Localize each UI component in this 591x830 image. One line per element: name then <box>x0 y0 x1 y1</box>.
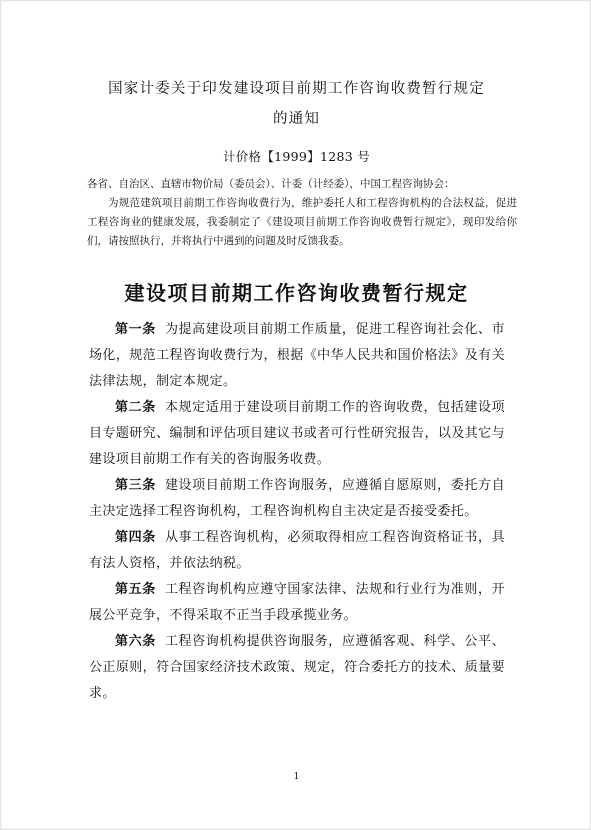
article-5-label: 第五条 <box>115 582 156 597</box>
regulation-title: 建设项目前期工作咨询收费暂行规定 <box>124 281 469 305</box>
article-2 <box>89 395 505 473</box>
article-6-label: 第六条 <box>115 634 156 649</box>
article-4-text: 从事工程咨询机构，必须取得相应工程咨询资格证书，具有法人资格，并依法纳税。 <box>89 530 505 571</box>
page-number: 1 <box>293 772 300 782</box>
article-5-text: 工程咨询机构应遵守国家法律、法规和行业行为准则，开展公平竞争，不得采取不正当手段承揽业务。 <box>89 582 505 623</box>
notice-intro-paragraph: 为规范建筑项目前期工作咨询收费行为，维护委托人和工程咨询机构的合法权益，促进工程咨询业的健康发展，我委制定了《建设项目前期工作咨询收费暂行规定》，现印发给你们，请按照执行，并将执行中遇到的问题及时反馈我委。 <box>87 197 517 247</box>
article-6 <box>89 629 505 707</box>
document-number: 计价格【1999】1283 号 <box>222 149 371 164</box>
article-4 <box>89 525 505 577</box>
article-3 <box>89 473 505 525</box>
article-1 <box>89 317 505 395</box>
article-5 <box>89 577 505 629</box>
article-4-label: 第四条 <box>115 530 156 545</box>
notice-title-line-1: 国家计委关于印发建设项目前期工作咨询收费暂行规定 <box>108 81 485 97</box>
article-6-text: 工程咨询机构提供咨询服务，应遵循客观、科学、公平、公正原则，符合国家经济技术政策、规定，符合委托方的技术、质量要求。 <box>89 634 505 701</box>
article-3-label: 第三条 <box>115 478 156 493</box>
article-1-text: 为提高建设项目前期工作质量，促进工程咨询社会化、市场化，规范工程咨询收费行为，根据《中华人民共和国价格法》及有关法律法规，制定本规定。 <box>89 322 505 389</box>
recipients-line: 各省、自治区、直辖市物价局（委员会）、计委（计经委），中国工程咨询协会： <box>87 178 455 190</box>
article-2-text: 本规定适用于建设项目前期工作的咨询收费，包括建设项目专题研究、编制和评估项目建议书或者可行性研究报告，以及其它与建设项目前期工作有关的咨询服务收费。 <box>89 400 505 467</box>
notice-title-line-2: 的通知 <box>272 111 321 127</box>
article-2-label: 第二条 <box>115 400 156 415</box>
article-1-label: 第一条 <box>115 322 156 337</box>
article-3-text: 建设项目前期工作咨询服务，应遵循自愿原则，委托方自主决定选择工程咨询机构，工程咨询机构自主决定是否接受委托。 <box>89 478 505 519</box>
